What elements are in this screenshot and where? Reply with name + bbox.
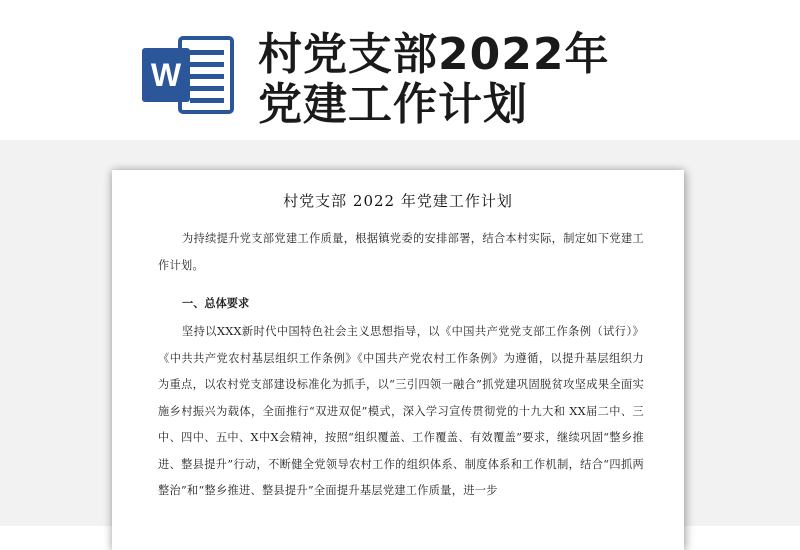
section-heading: 一、总体要求 [182, 296, 250, 310]
section-paragraph: 坚持以XXX新时代中国特色社会主义思想指导，以《中国共产党党支部工作条例（试行）》《中共共产党农村基层组织工作条例》《中国共产党农村工作条例》为遵循，以提升基层组织力为重点，以农村党支部建设标准化为抓手，以“三引四领一融合”抓党建巩固脱贫攻坚成果全面实施乡村振兴为载体，全面推行“双进双促”模式，深入学习宣传贯彻党的十九大和 XX届二中、三中、四中、五中、X中X会精神，按照“组织覆盖、工作覆盖、有效覆盖”要求，继续巩固“整乡推进、整县提升”行动，不断健全党领导农村工作的组织体系、制度体系和工作机制，结合“四抓两整治”和“整乡推进、整县提升”全面提升基层党建工作质量，进一步 [158, 325, 644, 497]
word-icon-letter: W [150, 57, 182, 93]
banner-title-line2: 党建工作计划 [258, 79, 528, 130]
intro-paragraph: 为持续提升党支部党建工作质量，根据镇党委的安排部署，结合本村实际，制定如下党建工作计划。 [158, 232, 644, 272]
word-document-icon [140, 36, 236, 114]
banner-title-line1: 村党支部2022年 [258, 29, 610, 80]
banner [0, 0, 800, 140]
document-title: 村党支部 2022 年党建工作计划 [283, 192, 513, 210]
document-page [112, 170, 684, 550]
banner-title [258, 30, 609, 130]
